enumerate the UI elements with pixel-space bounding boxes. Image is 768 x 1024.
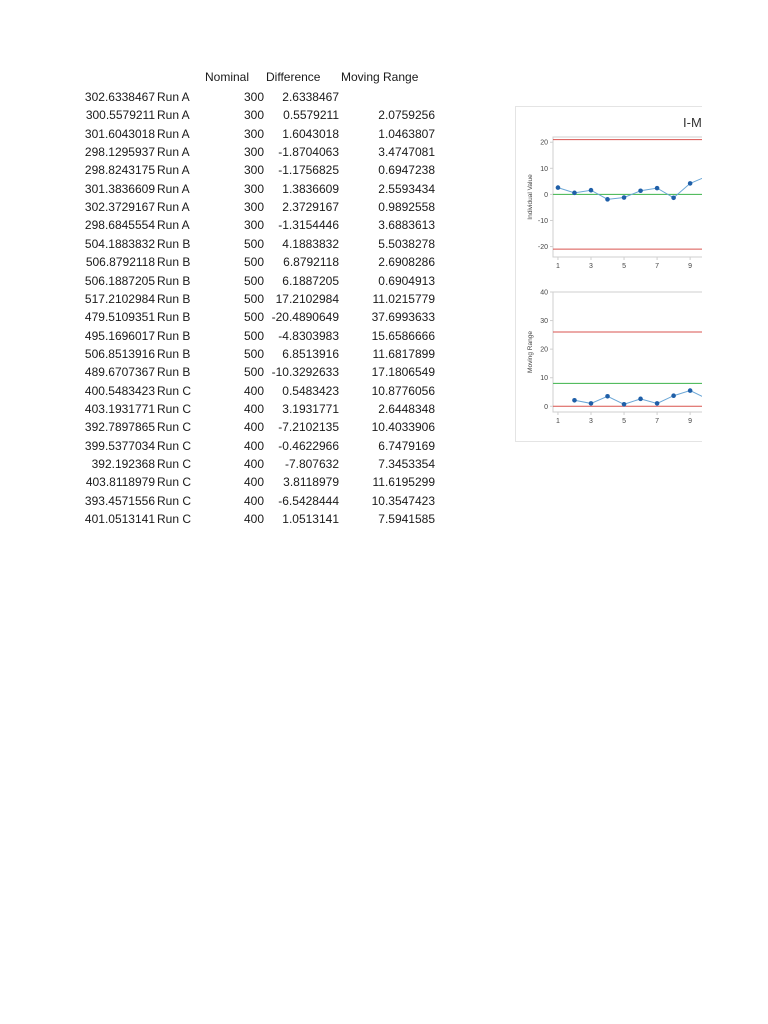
- moving-range-point: [655, 401, 660, 406]
- cell-measurement[interactable]: 506.8513916: [84, 346, 155, 361]
- cell-difference[interactable]: -4.8303983: [278, 328, 339, 343]
- cell-difference[interactable]: 0.5483423: [282, 383, 339, 398]
- cell-measurement[interactable]: 298.6845554: [84, 218, 155, 233]
- cell-nominal[interactable]: 400: [243, 475, 264, 490]
- cell-difference[interactable]: -20.4890649: [271, 310, 339, 325]
- individual-ylabel: Individual Value: [527, 174, 534, 220]
- cell-measurement[interactable]: 302.6338467: [84, 90, 155, 104]
- cell-measurement[interactable]: 495.1696017: [84, 328, 155, 343]
- individual-point: [556, 185, 561, 190]
- cell-moving-range[interactable]: 2.6908286: [378, 255, 435, 270]
- im-chart-svg: [516, 107, 702, 441]
- cell-difference[interactable]: 6.8792118: [283, 255, 339, 270]
- cell-measurement[interactable]: 400.5483423: [84, 383, 155, 398]
- individual-xtick-label: 1: [556, 263, 560, 270]
- moving-range-ytick-label: 0: [544, 403, 548, 411]
- moving-range-xtick-label: 5: [622, 418, 626, 425]
- individual-point: [638, 188, 643, 193]
- individual-xtick-label: 3: [589, 263, 593, 270]
- moving-range-xtick-label: 7: [655, 418, 660, 425]
- individual-point: [688, 181, 693, 186]
- cell-measurement[interactable]: 517.2102984: [84, 291, 155, 306]
- cell-measurement[interactable]: 393.4571556: [84, 493, 155, 508]
- cell-nominal[interactable]: 400: [243, 420, 264, 435]
- moving-range-point: [589, 401, 594, 406]
- cell-nominal[interactable]: 400: [243, 383, 264, 398]
- chart-title: I-M: [683, 115, 702, 130]
- cell-difference[interactable]: -10.3292633: [271, 365, 339, 380]
- cell-run[interactable]: Run C: [157, 401, 192, 416]
- cell-measurement[interactable]: 489.6707367: [84, 365, 155, 380]
- cell-nominal[interactable]: 400: [243, 438, 264, 453]
- cell-moving-range[interactable]: 11.6195299: [372, 475, 435, 490]
- cell-nominal[interactable]: 300: [243, 126, 264, 141]
- cell-nominal[interactable]: 500: [243, 346, 264, 361]
- moving-range-ytick-label: 10: [540, 375, 548, 383]
- cell-measurement[interactable]: 298.8243175: [84, 163, 155, 178]
- cell-moving-range[interactable]: 1.0463807: [378, 126, 435, 141]
- cell-nominal[interactable]: 400: [243, 401, 264, 416]
- cell-nominal[interactable]: 500: [243, 328, 264, 343]
- cell-nominal[interactable]: 500: [243, 310, 264, 325]
- cell-difference[interactable]: -0.4622966: [278, 438, 339, 453]
- cell-nominal[interactable]: 500: [243, 236, 264, 251]
- moving-range-point: [622, 402, 627, 407]
- individual-xtick-label: 9: [688, 263, 693, 270]
- cell-difference[interactable]: 2.6338467: [282, 90, 339, 104]
- cell-nominal[interactable]: 300: [243, 108, 264, 123]
- table-row: [0, 492, 768, 510]
- individual-point: [655, 186, 660, 191]
- cell-measurement[interactable]: 392.7897865: [84, 420, 155, 435]
- moving-range-point: [671, 393, 676, 398]
- cell-difference[interactable]: -7.807632: [284, 457, 339, 471]
- cell-measurement[interactable]: 301.6043018: [84, 126, 155, 141]
- cell-difference[interactable]: 1.0513141: [282, 512, 339, 527]
- moving-range-point: [605, 394, 610, 399]
- cell-difference[interactable]: 3.1931771: [282, 401, 339, 416]
- cell-moving-range[interactable]: 0.6947238: [378, 163, 435, 178]
- cell-nominal[interactable]: 300: [243, 218, 264, 233]
- individual-ytick-label: -20: [537, 244, 548, 252]
- cell-difference[interactable]: -1.8704063: [278, 145, 339, 160]
- cell-difference[interactable]: 6.8513916: [282, 346, 339, 361]
- cell-moving-range[interactable]: 10.8776056: [371, 383, 435, 398]
- moving-range-ytick-label: 40: [540, 289, 548, 297]
- cell-moving-range[interactable]: 6.7479169: [378, 438, 435, 453]
- cell-measurement[interactable]: 298.1295937: [84, 145, 155, 160]
- table-row: [0, 473, 768, 491]
- table-row: [0, 455, 768, 473]
- cell-run[interactable]: Run C: [157, 438, 192, 453]
- cell-moving-range[interactable]: 0.9892558: [378, 200, 435, 215]
- individual-ytick-label: 0: [544, 191, 548, 199]
- cell-nominal[interactable]: 500: [243, 273, 264, 288]
- moving-range-point: [688, 388, 693, 393]
- cell-measurement[interactable]: 403.1931771: [84, 401, 155, 416]
- individual-xtick-label: 7: [655, 263, 660, 270]
- cell-difference[interactable]: 1.3836609: [282, 181, 339, 196]
- cell-run[interactable]: Run B: [157, 365, 191, 380]
- header-difference[interactable]: Difference: [266, 70, 321, 84]
- cell-nominal[interactable]: 500: [243, 255, 264, 270]
- cell-moving-range[interactable]: 17.1806549: [371, 365, 435, 380]
- cell-difference[interactable]: 17.2102984: [275, 291, 339, 306]
- cell-measurement[interactable]: 401.0513141: [84, 512, 155, 527]
- cell-measurement[interactable]: 301.3836609: [84, 181, 155, 196]
- cell-difference[interactable]: 2.3729167: [282, 200, 339, 215]
- cell-moving-range[interactable]: 10.4033906: [371, 420, 435, 435]
- cell-moving-range[interactable]: 5.5038278: [378, 236, 435, 251]
- im-chart[interactable]: [515, 106, 702, 442]
- cell-run[interactable]: Run A: [157, 90, 190, 104]
- moving-range-xtick-label: 9: [688, 418, 693, 425]
- cell-run[interactable]: Run A: [157, 200, 190, 215]
- cell-run[interactable]: Run A: [157, 218, 190, 233]
- cell-nominal[interactable]: 300: [243, 163, 264, 178]
- individual-series-line: [558, 176, 702, 199]
- individual-point: [605, 197, 610, 202]
- cell-difference[interactable]: 3.8118979: [283, 475, 339, 490]
- moving-range-ylabel: Moving Range: [527, 331, 534, 373]
- cell-nominal[interactable]: 400: [243, 512, 264, 527]
- moving-range-point: [638, 397, 643, 402]
- cell-run[interactable]: Run B: [157, 291, 191, 306]
- cell-run[interactable]: Run C: [157, 512, 192, 527]
- cell-run[interactable]: Run A: [157, 145, 190, 160]
- cell-run[interactable]: Run B: [157, 236, 191, 251]
- cell-nominal[interactable]: 500: [243, 365, 264, 380]
- cell-moving-range[interactable]: 2.5593434: [378, 181, 435, 196]
- cell-difference[interactable]: 1.6043018: [282, 126, 339, 141]
- cell-run[interactable]: Run B: [157, 346, 191, 361]
- cell-moving-range[interactable]: 3.4747081: [378, 145, 435, 160]
- table-row: [0, 88, 768, 106]
- cell-run[interactable]: Run C: [157, 383, 192, 398]
- cell-run[interactable]: Run A: [157, 126, 190, 141]
- cell-moving-range[interactable]: 37.6993633: [371, 310, 435, 325]
- cell-moving-range[interactable]: 7.3453354: [378, 457, 435, 471]
- cell-measurement[interactable]: 506.1887205: [84, 273, 155, 288]
- moving-range-xtick-label: 3: [589, 418, 593, 425]
- moving-range-ytick-label: 20: [540, 346, 548, 354]
- cell-moving-range[interactable]: 15.6586666: [371, 328, 435, 343]
- cell-moving-range[interactable]: 11.0215779: [372, 291, 435, 306]
- individual-point: [671, 195, 676, 200]
- individual-xtick-label: 5: [622, 263, 626, 270]
- individual-point: [589, 188, 594, 193]
- cell-nominal[interactable]: 500: [243, 291, 264, 306]
- cell-measurement[interactable]: 300.5579211: [85, 108, 155, 123]
- individual-ytick-label: 20: [540, 139, 548, 147]
- cell-run[interactable]: Run A: [157, 163, 190, 178]
- cell-difference[interactable]: 0.5579211: [283, 108, 339, 123]
- cell-measurement[interactable]: 302.3729167: [84, 200, 155, 215]
- cell-run[interactable]: Run B: [157, 255, 191, 270]
- cell-nominal[interactable]: 300: [243, 200, 264, 215]
- cell-nominal[interactable]: 300: [243, 90, 264, 104]
- cell-difference[interactable]: -1.1756825: [278, 163, 339, 178]
- moving-range-series-line: [574, 391, 702, 405]
- cell-moving-range[interactable]: 11.6817899: [372, 346, 435, 361]
- cell-moving-range[interactable]: 2.6448348: [378, 401, 435, 416]
- cell-run[interactable]: Run C: [157, 475, 192, 490]
- cell-run[interactable]: Run B: [157, 310, 191, 325]
- cell-measurement[interactable]: 399.5377034: [84, 438, 155, 453]
- cell-difference[interactable]: -6.5428444: [278, 493, 339, 508]
- cell-moving-range[interactable]: 3.6883613: [378, 218, 435, 233]
- individual-frame: [553, 137, 702, 257]
- cell-run[interactable]: Run B: [157, 273, 191, 288]
- cell-moving-range[interactable]: 10.3547423: [371, 493, 435, 508]
- individual-point: [622, 195, 627, 200]
- cell-measurement[interactable]: 506.8792118: [85, 255, 155, 270]
- cell-run[interactable]: Run C: [157, 457, 192, 471]
- cell-run[interactable]: Run A: [157, 108, 190, 123]
- cell-nominal[interactable]: 300: [243, 145, 264, 160]
- cell-nominal[interactable]: 400: [243, 457, 264, 471]
- cell-difference[interactable]: 6.1887205: [282, 273, 339, 288]
- cell-moving-range[interactable]: 0.6904913: [378, 273, 435, 288]
- cell-run[interactable]: Run C: [157, 493, 192, 508]
- moving-range-ytick-label: 30: [540, 318, 548, 326]
- cell-measurement[interactable]: 504.1883832: [84, 236, 155, 251]
- cell-difference[interactable]: -1.3154446: [278, 218, 339, 233]
- table-row: [0, 510, 768, 528]
- moving-range-xtick-label: 1: [556, 418, 560, 425]
- header-moving-range[interactable]: Moving Range: [341, 70, 419, 84]
- cell-measurement[interactable]: 479.5109351: [84, 310, 155, 325]
- cell-nominal[interactable]: 400: [243, 493, 264, 508]
- individual-point: [572, 191, 577, 196]
- cell-moving-range[interactable]: 7.5941585: [378, 512, 435, 527]
- header-nominal[interactable]: Nominal: [205, 70, 250, 84]
- cell-run[interactable]: Run C: [157, 420, 192, 435]
- cell-nominal[interactable]: 300: [243, 181, 264, 196]
- cell-difference[interactable]: -7.2102135: [278, 420, 339, 435]
- moving-range-point: [572, 398, 577, 403]
- cell-difference[interactable]: 4.1883832: [282, 236, 339, 251]
- cell-run[interactable]: Run B: [157, 328, 191, 343]
- cell-measurement[interactable]: 403.8118979: [85, 475, 155, 490]
- individual-ytick-label: 10: [540, 165, 548, 173]
- cell-moving-range[interactable]: 2.0759256: [378, 108, 435, 123]
- individual-ytick-label: -10: [537, 217, 548, 225]
- cell-measurement[interactable]: 392.192368: [91, 457, 155, 471]
- cell-run[interactable]: Run A: [157, 181, 190, 196]
